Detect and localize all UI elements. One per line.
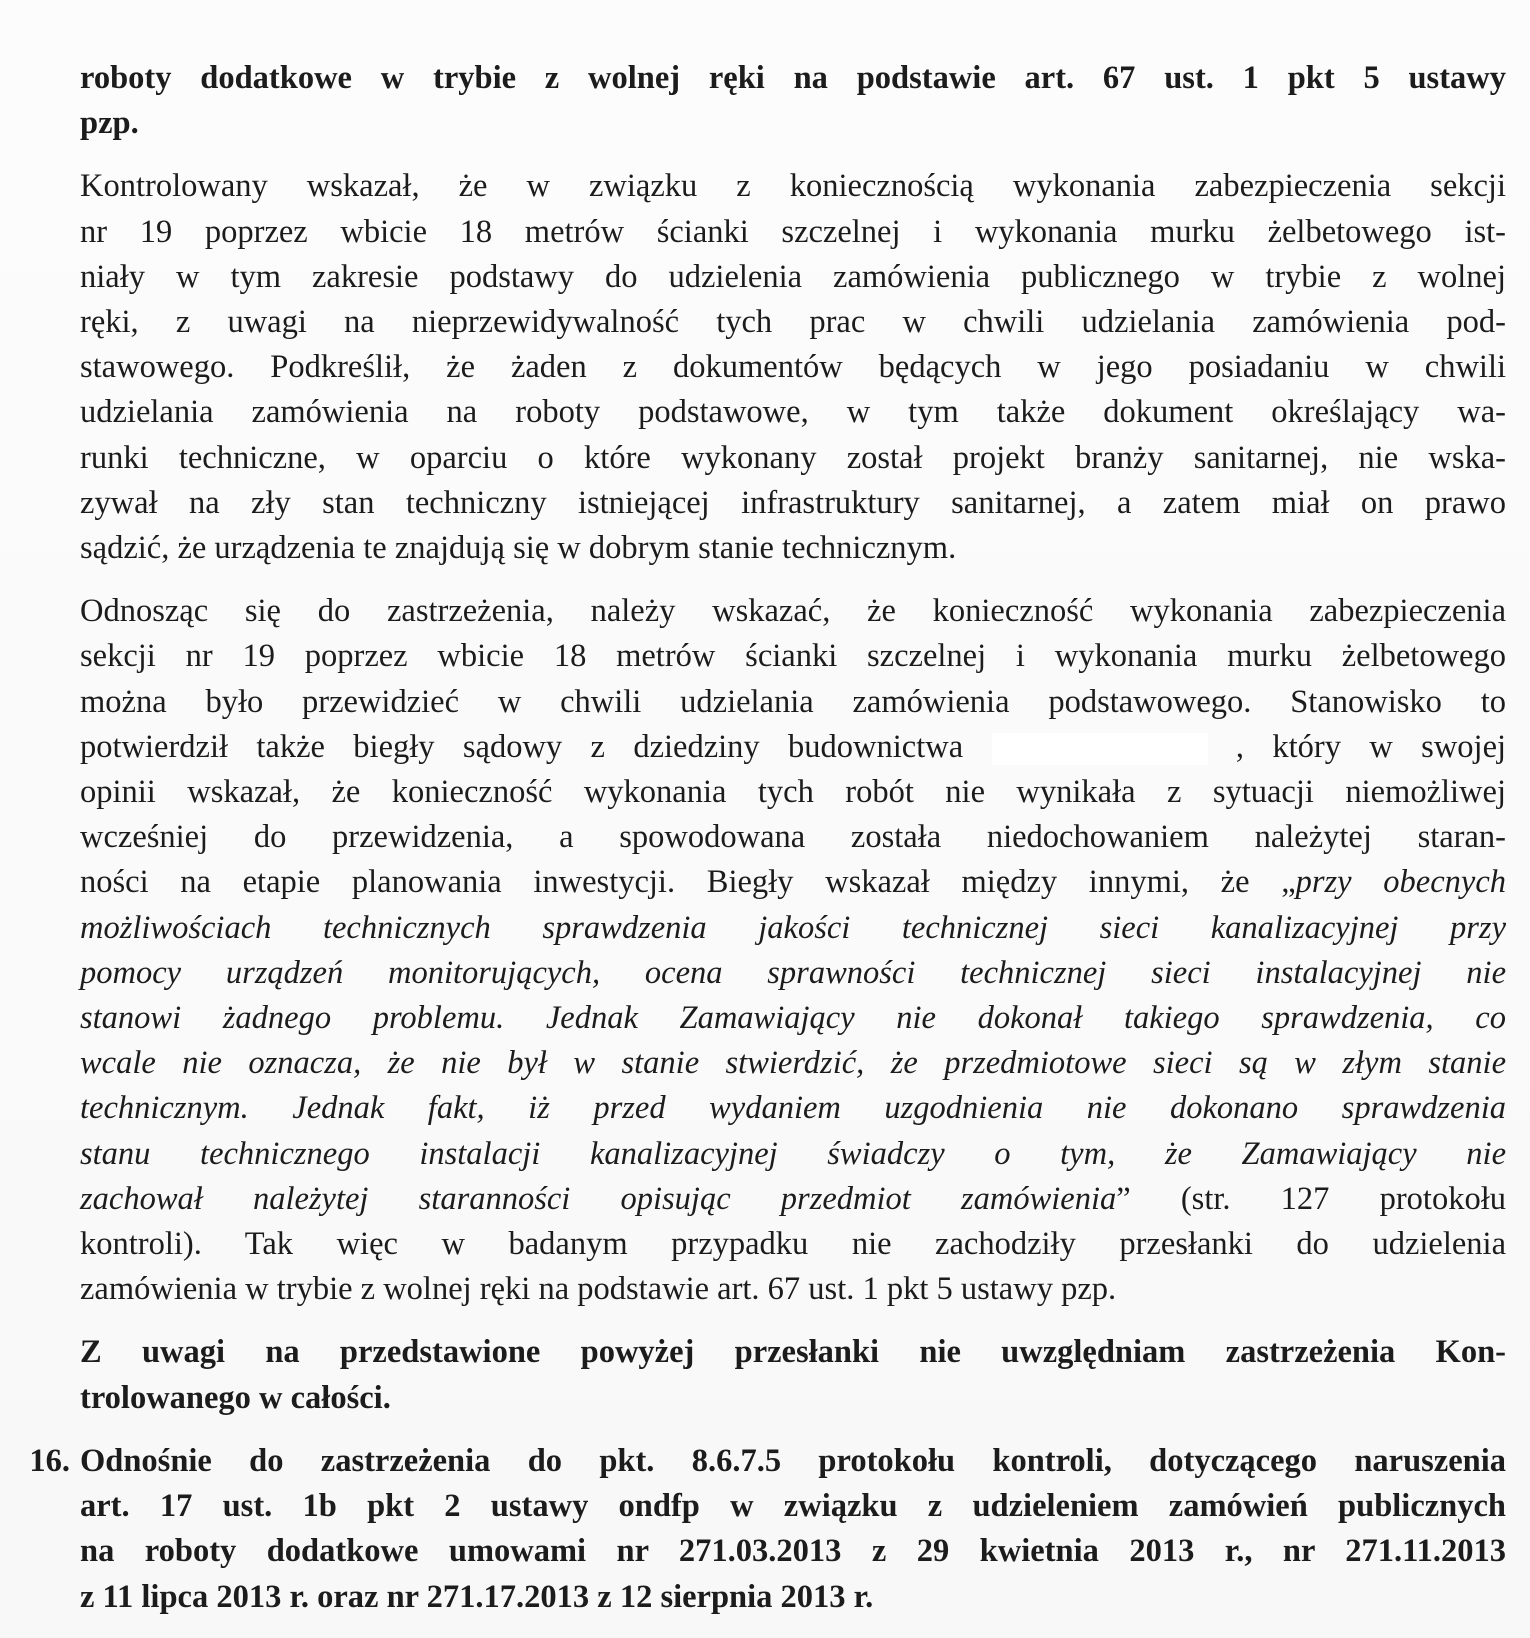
text-line: niały w tym zakresie podstawy do udzielenia zamówienia publicznego w trybie z wolnej: [80, 258, 1506, 295]
heading-line: roboty dodatkowe w trybie z wolnej ręki na podstawie art. 67 ust. 1 pkt 5 ustawy: [80, 60, 1506, 96]
quote-line: wcale nie oznacza, że nie był w stanie stwierdzić, że przedmiotowe sieci są w złym stanie: [80, 1045, 1506, 1082]
item-number: 16.: [29, 1442, 70, 1479]
text-line: sekcji nr 19 poprzez wbicie 18 metrów ścianki szczelnej i wykonania murku żelbetowego: [80, 638, 1506, 675]
quote-line: stanu technicznego instalacji kanalizacyjnej świadczy o tym, że Zamawiający nie: [80, 1135, 1506, 1172]
quote-segment: zachował należytej staranności opisując przedmiot zamówienia: [80, 1180, 1117, 1217]
item-line: Odnośnie do zastrzeżenia do pkt. 8.6.7.5 protokołu kontroli, dotyczącego naruszenia: [80, 1442, 1506, 1479]
text-line: ręki, z uwagi na nieprzewidywalność tych prac w chwili udzielania zamówienia pod-: [80, 304, 1506, 341]
document-body: [29, 56, 1507, 1620]
item-line: art. 17 ust. 1b pkt 2 ustawy ondfp w związku z udzieleniem zamówień publicznych: [80, 1488, 1506, 1525]
quote-line: możliwościach technicznych sprawdzenia jakości technicznej sieci kanalizacyjnej przy: [80, 909, 1506, 946]
text-line-mixed: [80, 860, 1506, 905]
text-segment: , który w swojej: [1235, 728, 1507, 765]
text-segment: ności na etapie planowania inwestycji. Biegły wskazał między innymi, że „: [80, 864, 1296, 901]
text-line: sądzić, że urządzenia te znajdują się w dobrym stanie technicznym.: [80, 530, 957, 567]
text-line: Kontrolowany wskazał, że w związku z koniecznością wykonania zabezpieczenia sekcji: [80, 168, 1506, 205]
text-line: wcześniej do przewidzenia, a spowodowana została niedochowaniem należytej staran-: [80, 819, 1506, 856]
text-line: stawowego. Podkreślił, że żaden z dokumentów będących w jego posiadaniu w chwili: [80, 349, 1506, 386]
text-line: nr 19 poprzez wbicie 18 metrów ścianki szczelnej i wykonania murku żelbetowego ist-: [80, 213, 1506, 250]
item-16-heading: [80, 1439, 1506, 1620]
text-line-mixed: [80, 1177, 1506, 1222]
text-line: runki techniczne, w oparciu o które wykonany został projekt branży sanitarnej, nie wska-: [80, 439, 1506, 476]
text-line: zywał na zły stan techniczny istniejącej infrastruktury sanitarnej, a zatem miał on prawo: [80, 484, 1506, 521]
text-segment: ” (str. 127 protokołu: [1116, 1180, 1506, 1217]
quote-line: pomocy urządzeń monitorujących, ocena sprawności technicznej sieci instalacyjnej nie: [80, 954, 1506, 991]
text-line: można było przewidzieć w chwili udzielania zamówienia podstawowego. Stanowisko to: [80, 683, 1506, 720]
conclusion-statement: [80, 1330, 1506, 1420]
paragraph-auditor-response: [80, 589, 1506, 1312]
redacted-name-block: [992, 733, 1208, 765]
text-line: Odnosząc się do zastrzeżenia, należy wskazać, że konieczność wykonania zabezpieczenia: [80, 593, 1506, 630]
numbered-item-16: [29, 1439, 1506, 1620]
text-line: zamówienia w trybie z wolnej ręki na podstawie art. 67 ust. 1 pkt 5 ustawy pzp.: [80, 1271, 1117, 1308]
item-line: z 11 lipca 2013 r. oraz nr 271.17.2013 z 12 sierpnia 2013 r.: [80, 1578, 874, 1615]
paragraph-controlled-party-argument: [80, 164, 1506, 571]
heading-continuation: [80, 56, 1506, 146]
text-line: kontroli). Tak więc w badanym przypadku nie zachodziły przesłanki do udzielenia: [80, 1226, 1506, 1263]
quote-line: technicznym. Jednak fakt, iż przed wydaniem uzgodnienia nie dokonano sprawdzenia: [80, 1090, 1506, 1127]
text-line: opinii wskazał, że konieczność wykonania tych robót nie wynikała z sytuacji niemożliwej: [80, 774, 1506, 811]
text-segment: potwierdził także biegły sądowy z dziedziny budownictwa: [80, 728, 964, 765]
text-line-with-redaction: [80, 725, 1506, 770]
heading-line: pzp.: [80, 105, 139, 142]
conclusion-line: trolowanego w całości.: [80, 1379, 391, 1416]
text-line: udzielania zamówienia na roboty podstawowe, w tym także dokument określający wa-: [80, 394, 1506, 431]
item-line: na roboty dodatkowe umowami nr 271.03.2013 z 29 kwietnia 2013 r., nr 271.11.2013: [80, 1533, 1506, 1570]
quote-line: stanowi żadnego problemu. Jednak Zamawiający nie dokonał takiego sprawdzenia, co: [80, 1000, 1506, 1037]
quote-segment: przy obecnych: [1295, 864, 1506, 901]
conclusion-line: Z uwagi na przedstawione powyżej przesłanki nie uwzględniam zastrzeżenia Kon-: [80, 1334, 1506, 1371]
